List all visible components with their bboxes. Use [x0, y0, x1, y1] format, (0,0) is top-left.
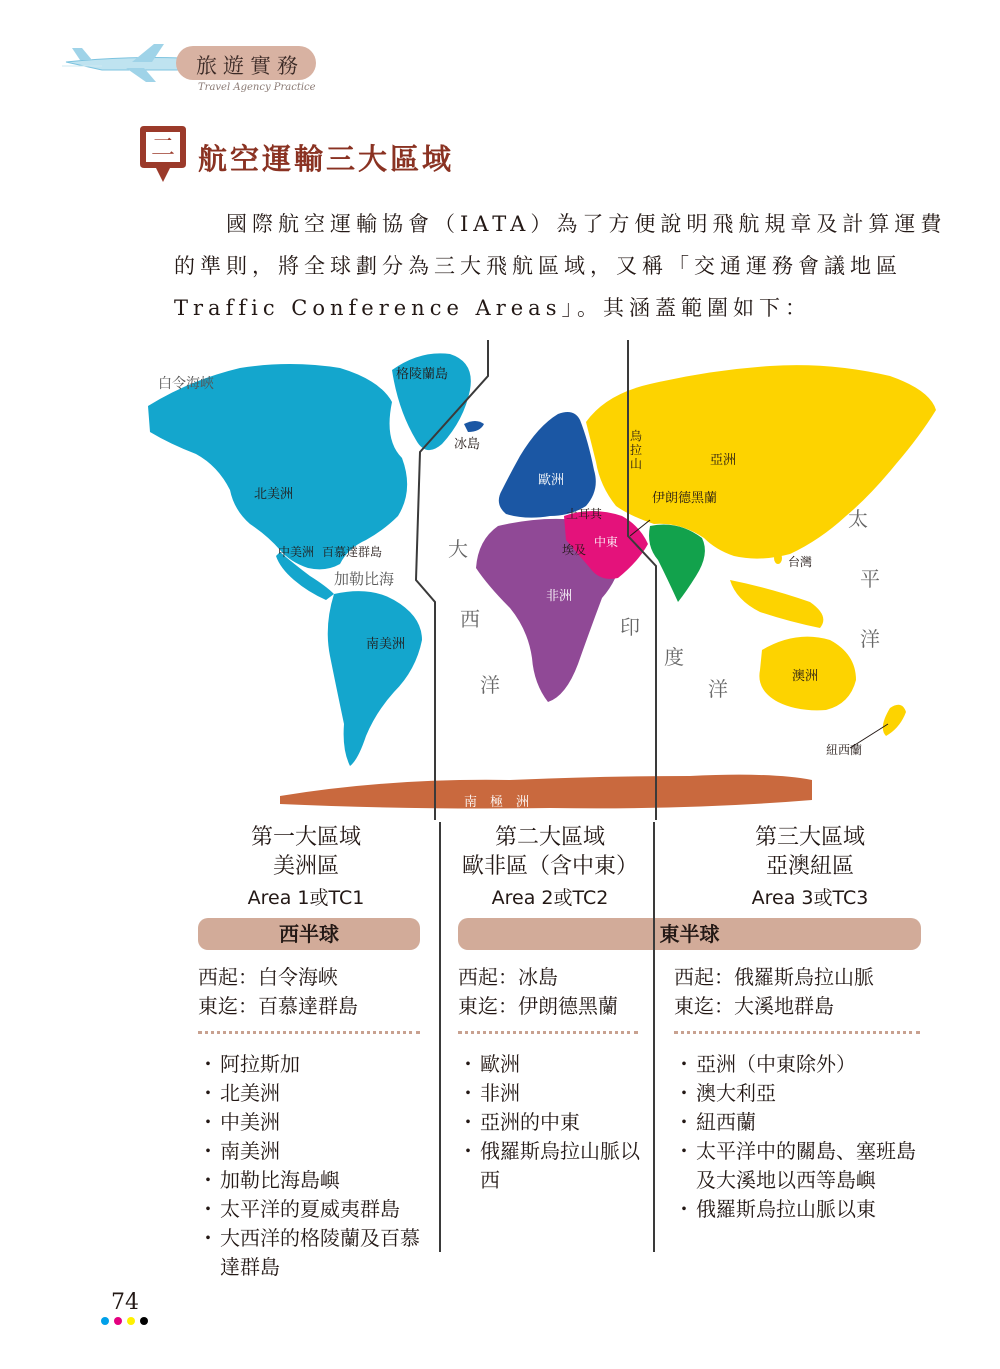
- label-pacific-char: 太: [848, 507, 868, 531]
- list-item: ・ 亞洲（中東除外）: [674, 1050, 934, 1079]
- label-ural-char: 拉: [630, 443, 643, 457]
- dotted-divider: [458, 1031, 638, 1034]
- europe-shape: [499, 412, 596, 518]
- column-divider: [439, 822, 441, 1252]
- list-item: ・ 俄羅斯烏拉山脈以東: [674, 1195, 934, 1224]
- label-bermuda: 百慕達群島: [322, 545, 383, 559]
- label-pacific: [848, 507, 880, 651]
- label-new-zealand: 紐西蘭: [826, 743, 863, 757]
- area3-coverage-list: [674, 1050, 934, 1224]
- area2-range-start: 西起：冰島: [458, 965, 558, 989]
- column-divider: [653, 822, 655, 1252]
- label-iceland: 冰島: [454, 437, 481, 452]
- label-south-america: 南美洲: [366, 637, 406, 652]
- area3-range-start: 西起：俄羅斯烏拉山脈: [674, 965, 874, 989]
- label-europe: 歐洲: [538, 473, 565, 488]
- dotted-divider: [674, 1031, 920, 1034]
- new-zealand-shape: [883, 705, 906, 736]
- label-australia: 澳洲: [792, 669, 819, 684]
- area3-name: 亞澳紐區: [765, 854, 854, 879]
- list-item: ・ 加勒比海島嶼: [198, 1166, 438, 1195]
- western-hemisphere-banner: 西半球: [198, 918, 420, 950]
- label-ural: [630, 429, 642, 471]
- area3-heading: [695, 823, 925, 910]
- north-america-shape: [148, 364, 407, 569]
- taiwan-shape: [774, 552, 782, 564]
- label-taiwan: 台灣: [788, 555, 813, 569]
- label-indian-char: 度: [664, 645, 684, 669]
- label-pacific-char: 洋: [860, 627, 880, 651]
- iceland-shape: [464, 421, 484, 432]
- area1-title: 第一大區域: [250, 825, 361, 850]
- area2-heading: [440, 823, 660, 910]
- running-head-title: 旅遊實務: [196, 54, 304, 78]
- label-ural-char: 烏: [630, 429, 643, 443]
- area1-code: Area 1或TC1: [247, 887, 365, 909]
- list-item: ・ 俄羅斯烏拉山脈以西: [458, 1137, 658, 1195]
- label-north-america: 北美洲: [254, 487, 294, 502]
- label-bering: 白令海峽: [158, 376, 214, 392]
- label-pacific-char: 平: [860, 567, 880, 591]
- india-shape: [649, 525, 705, 603]
- label-indian-char: 洋: [708, 677, 728, 701]
- world-map: [130, 340, 940, 820]
- eastern-hemisphere-banner: 東半球: [458, 918, 921, 950]
- south-america-shape: [328, 591, 422, 766]
- section-number-marker: [138, 124, 188, 184]
- label-africa: 非洲: [546, 589, 573, 604]
- area1-range-end: 東迄：百慕達群島: [198, 994, 358, 1018]
- label-antarctica: 南 極 洲: [464, 795, 530, 810]
- area2-coverage-list: [458, 1050, 658, 1195]
- dotted-divider: [198, 1031, 420, 1034]
- label-asia: 亞洲: [710, 453, 737, 468]
- area2-range: [458, 963, 618, 1021]
- running-head-subtitle: Travel Agency Practice: [198, 82, 316, 93]
- list-item: ・ 中美洲: [198, 1108, 438, 1137]
- label-indian: [620, 615, 728, 701]
- intro-paragraph: 國際航空運輸協會（IATA）為了方便說明飛航規章及計算運費的準則，將全球劃分為三大飛航區域，又稱「交通運務會議地區 Traffic Conference Areas」。其涵蓋範圍如下：: [174, 212, 947, 320]
- label-egypt: 埃及: [562, 543, 587, 557]
- area1-range-start: 西起：白令海峽: [198, 965, 338, 989]
- list-item: ・ 亞洲的中東: [458, 1108, 658, 1137]
- label-caribbean: 加勒比海: [334, 570, 395, 588]
- list-item: ・ 北美洲: [198, 1079, 438, 1108]
- section-title: 航空運輸三大區域: [198, 142, 455, 176]
- list-item: ・ 歐洲: [458, 1050, 658, 1079]
- label-iran: 伊朗德黑蘭: [652, 491, 718, 506]
- list-item: ・ 非洲: [458, 1079, 658, 1108]
- label-turkey: 土耳其: [566, 507, 603, 521]
- area1-name: 美洲區: [272, 854, 339, 879]
- list-item: ・ 大西洋的格陵蘭及百慕達群島: [198, 1224, 438, 1282]
- area1-range: [198, 963, 358, 1021]
- list-item: ・ 阿拉斯加: [198, 1050, 438, 1079]
- area3-range-end: 東迄：大溪地群島: [674, 994, 834, 1018]
- section-number: 二: [151, 133, 175, 161]
- label-atlantic-char: 大: [448, 537, 468, 561]
- list-item: ・ 澳大利亞: [674, 1079, 934, 1108]
- registration-dots: [100, 1316, 160, 1326]
- area3-title: 第三大區域: [754, 825, 865, 850]
- label-atlantic-char: 西: [460, 607, 480, 631]
- area2-title: 第二大區域: [494, 825, 605, 850]
- list-item: ・ 紐西蘭: [674, 1108, 934, 1137]
- antarctica-shape: [280, 775, 812, 809]
- label-greenland: 格陵蘭島: [396, 367, 449, 382]
- label-central-america: 中美洲: [278, 545, 315, 559]
- area1-coverage-list: [198, 1050, 438, 1282]
- area2-code: Area 2或TC2: [491, 887, 609, 909]
- list-item: ・ 太平洋的夏威夷群島: [198, 1195, 438, 1224]
- label-ural-char: 山: [630, 457, 643, 471]
- page-number: 74: [111, 1290, 139, 1315]
- label-indian-char: 印: [620, 615, 640, 639]
- list-item: ・ 太平洋中的關島、塞班島及大溪地以西等島嶼: [674, 1137, 934, 1195]
- area1-heading: [196, 823, 416, 910]
- area2-range-end: 東迄：伊朗德黑蘭: [458, 994, 618, 1018]
- se-asia-islands-shape: [730, 580, 823, 628]
- label-atlantic-char: 洋: [480, 673, 500, 697]
- area3-range: [674, 963, 874, 1021]
- list-item: ・ 南美洲: [198, 1137, 438, 1166]
- area3-code: Area 3或TC3: [751, 887, 869, 909]
- area2-name: 歐非區（含中東）: [461, 854, 638, 879]
- label-middle-east: 中東: [594, 535, 619, 549]
